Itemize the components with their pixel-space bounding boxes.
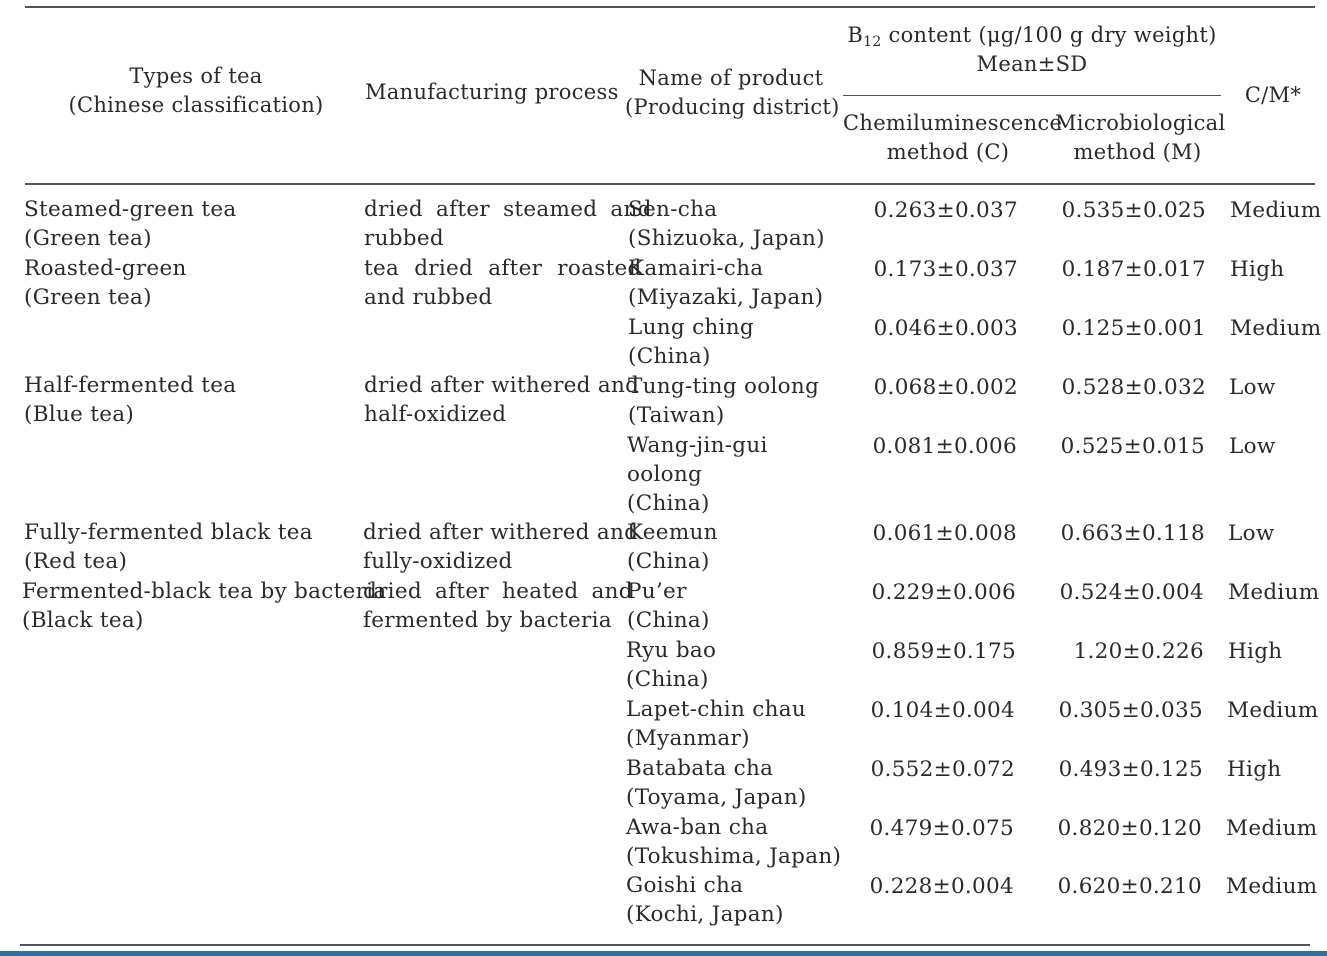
row-10-c-value: 0.552±0.072	[870, 757, 1015, 782]
group-type-1-line1: Steamed-green tea	[24, 197, 237, 222]
row-10-m-value: 0.493±0.125	[1058, 757, 1203, 782]
row-8-c-value: 0.859±0.175	[871, 639, 1016, 664]
row-3-district: (China)	[628, 344, 711, 369]
row-1-name: Sen-cha	[628, 197, 718, 222]
row-8-cm: High	[1228, 639, 1283, 664]
row-3-m-value: 0.125±0.001	[1061, 316, 1206, 341]
row-3-c-value: 0.046±0.003	[873, 316, 1018, 341]
header-product-line1: Name of product	[638, 66, 824, 90]
header-micro-line1: Microbiological	[1055, 111, 1226, 135]
header-types-line1: Types of tea	[129, 64, 263, 88]
row-4-name: Tung-ting oolong	[628, 374, 820, 399]
row-6-name: Keemun	[627, 520, 718, 545]
row-9-name: Lapet-chin chau	[626, 697, 806, 722]
row-1-c-value: 0.263±0.037	[873, 198, 1018, 223]
row-2-cm: High	[1230, 257, 1285, 282]
group-type-1-line2: (Green tea)	[24, 226, 152, 251]
row-3-name: Lung ching	[628, 315, 754, 340]
group-process-1-line2: rubbed	[364, 226, 444, 251]
header-chemi-line1: Chemiluminescence	[843, 111, 1063, 135]
header-micro-line2: method (M)	[1073, 140, 1202, 164]
group-type-5-line2: (Black tea)	[22, 608, 144, 633]
row-5-name: Wang-jin-gui	[627, 433, 768, 458]
row-10-cm: High	[1227, 757, 1282, 782]
group-type-5-line1: Fermented-black tea by bacteria	[22, 579, 387, 604]
row-8-m-value: 1.20±0.226	[1073, 639, 1204, 664]
row-6-c-value: 0.061±0.008	[872, 521, 1017, 546]
group-type-4-line1: Fully-fermented black tea	[24, 520, 313, 545]
group-process-3-line1: dried after withered and	[364, 373, 640, 398]
row-5-cm: Low	[1229, 434, 1276, 459]
row-2-name: Kamairi-cha	[628, 256, 764, 281]
group-process-2-line2: and rubbed	[364, 285, 493, 310]
row-11-district: (Tokushima, Japan)	[626, 844, 842, 869]
row-12-m-value: 0.620±0.210	[1057, 874, 1202, 899]
row-12-district: (Kochi, Japan)	[626, 902, 784, 927]
row-9-c-value: 0.104±0.004	[870, 698, 1015, 723]
group-process-1-line1: dried after steamed and	[364, 197, 652, 222]
group-process-3-line2: half-oxidized	[364, 402, 507, 427]
row-9-district: (Myanmar)	[626, 726, 750, 751]
top-rule	[25, 6, 1315, 8]
header-b12-line2: Mean±SD	[976, 52, 1088, 76]
row-2-c-value: 0.173±0.037	[873, 257, 1018, 282]
row-9-m-value: 0.305±0.035	[1058, 698, 1203, 723]
row-11-cm: Medium	[1226, 816, 1318, 841]
row-4-district: (Taiwan)	[628, 403, 725, 428]
group-process-5-line1: dried after heated and	[363, 579, 633, 604]
row-4-c-value: 0.068±0.002	[873, 375, 1018, 400]
row-2-district: (Miyazaki, Japan)	[628, 285, 824, 310]
group-type-3-line1: Half-fermented tea	[24, 373, 237, 398]
row-8-name: Ryu bao	[626, 638, 717, 663]
row-1-cm: Medium	[1230, 198, 1322, 223]
header-bottom-rule	[25, 183, 1315, 185]
group-type-2-line2: (Green tea)	[24, 285, 152, 310]
header-process: Manufacturing process	[365, 80, 619, 104]
header-cm: C/M*	[1244, 83, 1302, 107]
row-5-m-value: 0.525±0.015	[1060, 434, 1205, 459]
header-chemi-line2: method (C)	[886, 140, 1010, 164]
row-10-district: (Toyama, Japan)	[626, 785, 807, 810]
group-type-4-line2: (Red tea)	[24, 549, 128, 574]
row-12-cm: Medium	[1226, 874, 1318, 899]
b12-group-rule	[843, 95, 1221, 96]
header-types-line2: (Chinese classification)	[68, 93, 324, 117]
row-7-cm: Medium	[1228, 580, 1320, 605]
row-5-name-line2: oolong	[627, 462, 703, 487]
row-6-m-value: 0.663±0.118	[1060, 521, 1205, 546]
row-7-m-value: 0.524±0.004	[1059, 580, 1204, 605]
row-11-name: Awa-ban cha	[626, 815, 769, 840]
row-7-c-value: 0.229±0.006	[871, 580, 1016, 605]
row-5-c-value: 0.081±0.006	[872, 434, 1017, 459]
row-9-cm: Medium	[1227, 698, 1319, 723]
row-7-district: (China)	[627, 608, 710, 633]
row-12-name: Goishi cha	[626, 873, 744, 898]
bottom-band	[0, 951, 1327, 956]
row-1-m-value: 0.535±0.025	[1061, 198, 1206, 223]
row-6-cm: Low	[1228, 521, 1275, 546]
group-process-4-line2: fully-oxidized	[363, 549, 513, 574]
group-type-2-line1: Roasted-green	[24, 256, 187, 281]
row-3-cm: Medium	[1230, 316, 1322, 341]
row-6-district: (China)	[627, 549, 710, 574]
bottom-rule	[20, 944, 1310, 946]
group-process-4-line1: dried after withered and	[363, 520, 639, 545]
header-b12-line1: B12 content (μg/100 g dry weight)	[847, 23, 1217, 50]
group-type-3-line2: (Blue tea)	[24, 402, 135, 427]
header-product-line2: (Producing district)	[625, 95, 840, 119]
group-process-5-line2: fermented by bacteria	[363, 608, 612, 633]
row-4-m-value: 0.528±0.032	[1061, 375, 1206, 400]
row-1-district: (Shizuoka, Japan)	[628, 226, 825, 251]
row-5-district: (China)	[627, 491, 710, 516]
row-11-m-value: 0.820±0.120	[1057, 816, 1202, 841]
row-12-c-value: 0.228±0.004	[869, 874, 1014, 899]
row-11-c-value: 0.479±0.075	[869, 816, 1014, 841]
row-10-name: Batabata cha	[626, 756, 774, 781]
row-2-m-value: 0.187±0.017	[1061, 257, 1206, 282]
row-7-name: Pu’er	[627, 579, 687, 604]
row-8-district: (China)	[626, 667, 709, 692]
group-process-2-line1: tea dried after roasted	[364, 256, 642, 281]
row-4-cm: Low	[1229, 375, 1276, 400]
